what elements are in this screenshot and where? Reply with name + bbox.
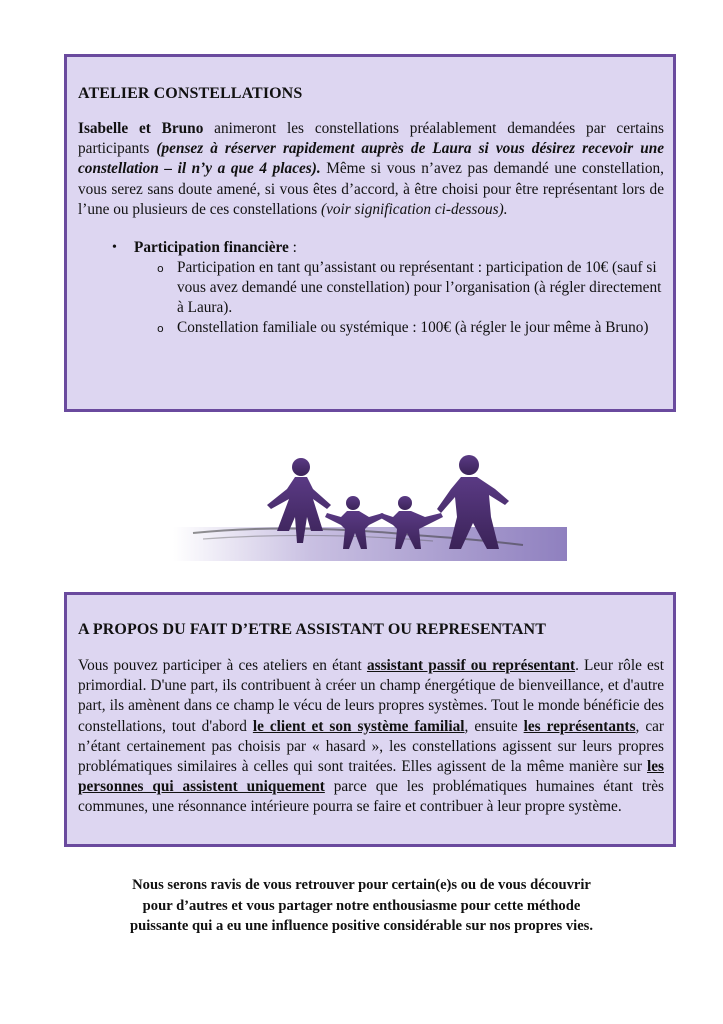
participation-item	[134, 238, 664, 338]
participation-label: Participation financière	[134, 239, 289, 257]
atelier-section	[64, 54, 676, 412]
intro-text-1: animeront les constellations préalablement demandées par certains participants	[78, 120, 664, 158]
apropos-text-3: , ensuite	[464, 717, 524, 735]
apropos-text-2: . Leur rôle est primordial. D'une part, ils contribuent à créer un champ énergétique de bienveillance, et d'autre part, ils amènent dans ce champ le vécu de leurs propres systèmes. Tout le monde bénéficie des constellations, tout d'abord	[78, 657, 665, 735]
atelier-intro	[78, 119, 664, 220]
apropos-title: A PROPOS DU FAIT D’ETRE ASSISTANT OU REPRESENTANT	[78, 621, 546, 638]
closing-line: puissante qui a eu une influence positive considérable sur nos propres vies.	[129, 918, 594, 934]
apropos-text	[78, 656, 664, 818]
intro-text-2: Même si vous n’avez pas demandé une constellation, vous serez sans doute amené, si vous êtes d’accord, à être choisi pour être représentant lors de l’une ou plusieurs de ces constellations	[78, 160, 664, 218]
intro-names: Isabelle et Bruno	[78, 120, 204, 137]
apropos-text-4: , car n’étant certainement pas choisis par « hasard », les constellations agissent sur leurs propres problématiques similaires à celles qui sont traitées. Elles agissent de la même manière sur	[78, 717, 664, 776]
apropos-underline-client: le client et son système familial	[252, 717, 465, 735]
participation-subitem: o Constellation familiale ou systémique : 100€ (à régler le jour même à Bruno)	[177, 318, 664, 338]
apropos-underline-personnes: les personnes qui assistent uniquement	[78, 758, 664, 796]
atelier-title: ATELIER CONSTELLATIONS	[78, 85, 303, 102]
participation-sublist	[134, 258, 664, 338]
intro-reserve-note: (pensez à réserver rapidement auprès de Laura si vous désirez recevoir une constellation – il n’y a que 4 places).	[78, 140, 665, 178]
participation-list	[78, 238, 664, 338]
apropos-text-5: parce que les problématiques humaines étant très communes, une résonnance intérieure pourra se faire et contribuer à leur propre système.	[78, 778, 664, 816]
closing-line: Nous serons ravis de vous retrouver pour certain(e)s ou de vous découvrir	[132, 877, 591, 893]
participation-colon: :	[288, 239, 297, 257]
apropos-section	[64, 592, 676, 847]
family-paper-chain-icon	[173, 453, 567, 561]
apropos-underline-representants: les représentants	[523, 717, 636, 735]
closing-message	[70, 875, 653, 937]
participation-subitem: o Participation en tant qu’assistant ou représentant : participation de 10€ (sauf si vous avez demandé une constellation) pour l’organisation (à régler directement à Laura).	[177, 258, 664, 318]
apropos-text-1: Vous pouvez participer à ces ateliers en étant	[78, 657, 367, 674]
intro-see-below: (voir signification ci-dessous).	[321, 200, 508, 218]
apropos-underline-assistant: assistant passif ou représentant	[366, 657, 576, 674]
closing-line: pour d’autres et vous partager notre enthousiasme pour cette méthode	[142, 897, 581, 914]
